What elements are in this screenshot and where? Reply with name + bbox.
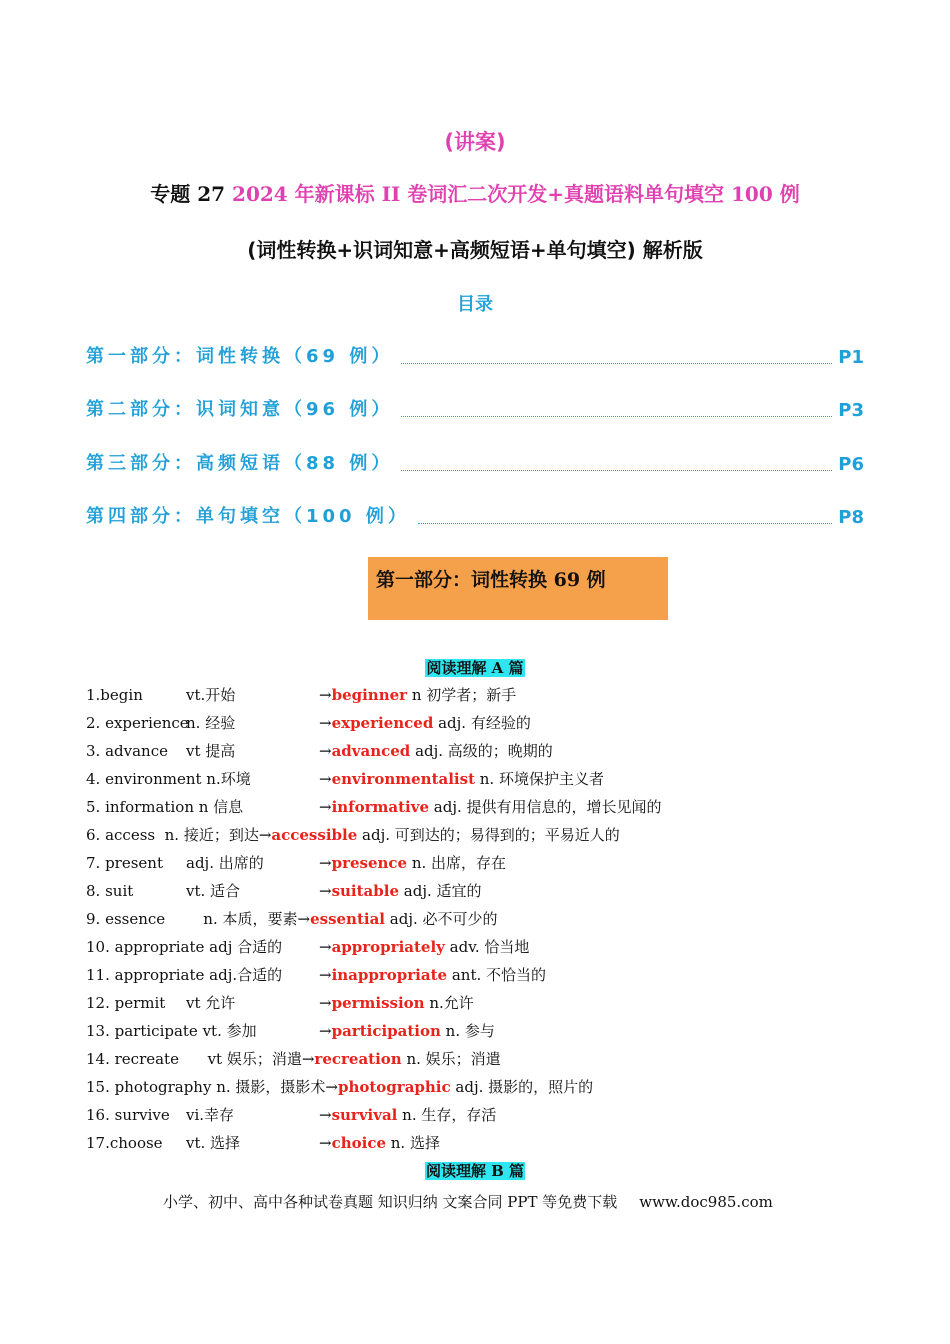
vocab-derived-word: inappropriate: [331, 966, 448, 984]
vocab-derived-meaning: n. 参与: [440, 1022, 495, 1040]
section-title-box: [368, 557, 668, 620]
vocab-derived-word: choice: [331, 1134, 386, 1152]
vocab-pos: vt 允许: [186, 994, 236, 1012]
vocab-row: [86, 1104, 906, 1132]
vocab-row: [86, 1048, 906, 1076]
vocab-word: 3. advance: [86, 742, 168, 760]
vocab-derived-word: appropriately: [331, 938, 445, 956]
vocab-derived-word: presence: [331, 854, 408, 872]
vocab-derived-word: advanced: [331, 742, 411, 760]
arrow-icon: →: [319, 1134, 332, 1152]
toc-heading: 目录: [457, 294, 493, 315]
arrow-icon: →: [319, 882, 332, 900]
vocab-derived-meaning: n 初学者；新手: [407, 686, 517, 704]
vocab-row: [86, 908, 906, 936]
vocab-derivation: [319, 936, 529, 958]
arrow-icon: →: [319, 714, 332, 732]
vocab-pos: vt. 适合: [186, 882, 241, 900]
vocab-pos: n. 经验: [186, 714, 236, 732]
vocab-derived-word: survival: [331, 1106, 398, 1124]
vocab-word: 4. environment n.环境: [86, 770, 251, 788]
vocab-derived-meaning: n. 选择: [386, 1134, 440, 1152]
vocab-line: [86, 1048, 501, 1070]
vocab-derivation: [319, 768, 604, 790]
vocab-word: 10. appropriate adj 合适的: [86, 938, 283, 956]
arrow-icon: →: [319, 1106, 332, 1124]
arrow-icon: →: [319, 686, 332, 704]
title-prefix: 专题 27: [150, 182, 233, 206]
vocab-derived-meaning: adj. 提供有用信息的，增长见闻的: [429, 798, 662, 816]
vocab-word: 2. experience: [86, 714, 189, 732]
vocab-derived-word: informative: [331, 798, 430, 816]
arrow-icon: →: [319, 854, 332, 872]
toc-leader: [418, 523, 832, 524]
toc-item-part1[interactable]: [86, 338, 864, 368]
vocab-derivation: [319, 740, 553, 762]
arrow-icon: →: [319, 994, 332, 1012]
vocab-derived-meaning: adj. 适宜的: [399, 882, 482, 900]
vocab-derived-meaning: n. 出席，存在: [407, 854, 507, 872]
vocab-pos: vt. 选择: [186, 1134, 241, 1152]
toc-item-label: 第一部分：词性转换（69 例）: [86, 346, 394, 367]
vocab-derivation: [319, 796, 662, 818]
reading-heading-b-text: 阅读理解 B 篇: [425, 1162, 525, 1180]
document-title-line2: (词性转换+识词知意+高频短语+单句填空) 解析版: [247, 238, 703, 262]
vocab-row: [86, 712, 906, 740]
vocab-word: 11. appropriate adj.合适的: [86, 966, 283, 984]
vocab-derived-word: accessible: [271, 826, 358, 844]
vocab-pos: vi.幸存: [186, 1106, 235, 1124]
toc-item-page: P3: [838, 400, 864, 421]
vocab-word: 16. survive: [86, 1106, 170, 1124]
vocab-row: [86, 796, 906, 824]
vocab-row: [86, 824, 906, 852]
vocab-derived-word: experienced: [331, 714, 434, 732]
vocab-pos: adj. 出席的: [186, 854, 264, 872]
section-title: 第一部分：词性转换 69 例: [376, 569, 606, 591]
vocab-row: [86, 880, 906, 908]
arrow-icon: →: [319, 770, 332, 788]
toc-item-page: P8: [838, 507, 864, 528]
toc-leader: [401, 470, 832, 471]
reading-heading-a-text: 阅读理解 A 篇: [426, 659, 524, 677]
vocab-line: [86, 1076, 593, 1098]
vocab-word-with-arrow: 9. essence n. 本质，要素→: [86, 910, 311, 928]
vocab-row: [86, 936, 906, 964]
vocab-line: [86, 908, 498, 930]
vocab-line: [86, 824, 620, 846]
vocab-row: [86, 992, 906, 1020]
reading-heading-b: [0, 1160, 950, 1181]
vocab-derivation: [319, 1104, 496, 1126]
toc-item-page: P1: [838, 347, 864, 368]
vocab-derived-meaning: adj. 摄影的，照片的: [450, 1078, 594, 1096]
vocab-list: [86, 684, 906, 1160]
vocab-word: 8. suit: [86, 882, 134, 900]
vocab-derivation: [319, 1020, 495, 1042]
vocab-derived-word: environmentalist: [331, 770, 475, 788]
toc-item-part2[interactable]: [86, 391, 864, 421]
toc-item-label: 第二部分：识词知意（96 例）: [86, 399, 394, 420]
vocab-word: 13. participate vt. 参加: [86, 1022, 257, 1040]
page-footer: [163, 1191, 773, 1212]
title-highlight: 2024 年新课标 II 卷词汇二次开发+真题语料单句填空 100 例: [232, 182, 800, 206]
vocab-derived-meaning: adv. 恰当地: [444, 938, 530, 956]
arrow-icon: →: [319, 798, 332, 816]
vocab-row: [86, 684, 906, 712]
arrow-icon: →: [319, 938, 332, 956]
vocab-derivation: [319, 1132, 440, 1154]
toc-item-label: 第四部分：单句填空（100 例）: [86, 506, 410, 527]
vocab-derived-meaning: ant. 不恰当的: [447, 966, 547, 984]
document-subtitle: (讲案): [444, 130, 506, 154]
vocab-row: [86, 740, 906, 768]
vocab-derived-meaning: n.允许: [424, 994, 474, 1012]
toc-item-part3[interactable]: [86, 445, 864, 475]
vocab-derived-word: suitable: [331, 882, 400, 900]
vocab-word: 17.choose: [86, 1134, 163, 1152]
vocab-derivation: [319, 992, 474, 1014]
vocab-derived-meaning: n. 环境保护主义者: [475, 770, 604, 788]
vocab-derived-word: participation: [331, 1022, 441, 1040]
arrow-icon: →: [319, 1022, 332, 1040]
arrow-icon: →: [319, 742, 332, 760]
vocab-row: [86, 768, 906, 796]
vocab-derivation: [319, 964, 546, 986]
vocab-derived-word: recreation: [314, 1050, 402, 1068]
vocab-derived-word: beginner: [331, 686, 408, 704]
toc-leader: [401, 363, 832, 364]
vocab-word: 1.begin: [86, 686, 143, 704]
toc-item-part4[interactable]: [86, 498, 864, 528]
vocab-derived-meaning: n. 娱乐；消遣: [401, 1050, 501, 1068]
vocab-word-with-arrow: 6. access n. 接近；到达→: [86, 826, 272, 844]
footer-url[interactable]: www.doc985.com: [639, 1193, 773, 1211]
vocab-derived-meaning: n. 生存，存活: [397, 1106, 497, 1124]
vocab-derivation: [319, 880, 482, 902]
vocab-word: 12. permit: [86, 994, 166, 1012]
vocab-derived-word: permission: [331, 994, 425, 1012]
toc-item-page: P6: [838, 454, 864, 475]
vocab-row: [86, 964, 906, 992]
toc-leader: [401, 416, 832, 417]
vocab-derived-meaning: adj. 高级的；晚期的: [410, 742, 553, 760]
vocab-derivation: [319, 684, 516, 706]
vocab-word-with-arrow: 15. photography n. 摄影，摄影术→: [86, 1078, 338, 1096]
vocab-pos: vt 提高: [186, 742, 236, 760]
vocab-derivation: [319, 712, 531, 734]
vocab-pos: vt.开始: [186, 686, 236, 704]
vocab-derived-word: photographic: [337, 1078, 451, 1096]
vocab-row: [86, 1132, 906, 1160]
vocab-derived-meaning: adj. 有经验的: [433, 714, 531, 732]
vocab-row: [86, 852, 906, 880]
vocab-row: [86, 1020, 906, 1048]
vocab-derived-word: essential: [310, 910, 386, 928]
reading-heading-a: [0, 657, 950, 678]
footer-text: 小学、初中、高中各种试卷真题 知识归纳 文案合同 PPT 等免费下载: [163, 1193, 618, 1211]
vocab-derived-meaning: adj. 可到达的；易得到的；平易近人的: [357, 826, 620, 844]
toc-item-label: 第三部分：高频短语（88 例）: [86, 453, 394, 474]
vocab-word: 7. present: [86, 854, 163, 872]
arrow-icon: →: [319, 966, 332, 984]
vocab-row: [86, 1076, 906, 1104]
vocab-derivation: [319, 852, 506, 874]
vocab-word: 5. information n 信息: [86, 798, 244, 816]
vocab-word-with-arrow: 14. recreate vt 娱乐；消遣→: [86, 1050, 315, 1068]
document-title: [0, 178, 950, 207]
vocab-derived-meaning: adj. 必不可少的: [385, 910, 498, 928]
